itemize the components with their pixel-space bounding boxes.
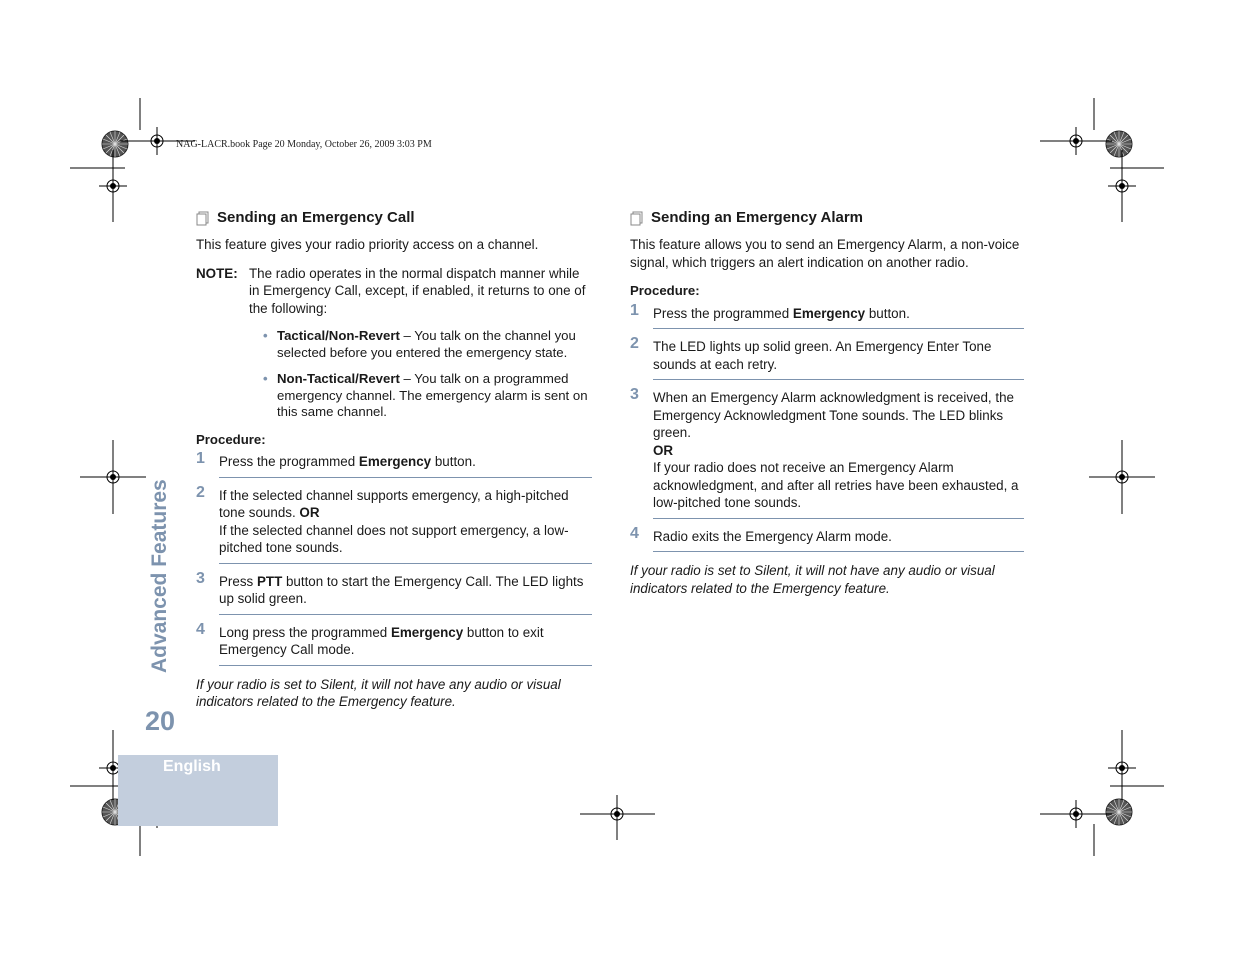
step-number: 2 xyxy=(630,335,639,352)
list-item: • Non-Tactical/Revert – You talk on a programmed emergency channel. The emergency alarm is sent on this same channel. xyxy=(263,371,588,419)
left-column xyxy=(196,208,592,711)
silent-mode-note: If your radio is set to Silent, it will not have any audio or visual indicators related to the Emergency feature. xyxy=(630,563,995,596)
document-icon xyxy=(196,211,209,226)
procedure-step: 1 Press the programmed Emergency button. xyxy=(630,305,1024,330)
procedure-steps xyxy=(196,450,592,666)
procedure-step: 1 Press the programmed Emergency button. xyxy=(196,453,592,478)
procedure-steps xyxy=(630,301,1024,553)
step-number: 1 xyxy=(630,301,639,319)
procedure-step: 3 Press PTT button to start the Emergency Call. The LED lights up solid green. xyxy=(196,573,592,615)
bullet-icon: • xyxy=(263,328,268,343)
step-number: 3 xyxy=(630,386,639,403)
note xyxy=(196,265,592,318)
intro-text: This feature gives your radio priority access on a channel. xyxy=(196,237,539,252)
procedure-step: 4 Long press the programmed Emergency button to exit Emergency Call mode. xyxy=(196,624,592,666)
right-column xyxy=(630,208,1024,597)
file-info-header: NAG-LACR.book Page 20 Monday, October 26, 2009 3:03 PM xyxy=(176,139,432,150)
list-item: • Tactical/Non-Revert – You talk on the channel you selected before you entered the emergency state. xyxy=(263,328,576,360)
procedure-step: 4 Radio exits the Emergency Alarm mode. xyxy=(630,528,1024,553)
step-number: 4 xyxy=(196,620,205,638)
section-heading xyxy=(196,208,592,228)
note-label: NOTE: xyxy=(196,265,238,281)
silent-mode-note: If your radio is set to Silent, it will not have any audio or visual indicators related to the Emergency feature. xyxy=(196,676,561,709)
step-number: 4 xyxy=(630,524,639,542)
procedure-step: 2 The LED lights up solid green. An Emergency Enter Tone sounds at each retry. xyxy=(630,338,1024,380)
bullet-list xyxy=(263,328,592,421)
procedure-label: Procedure: xyxy=(630,283,700,298)
section-title: Sending an Emergency Alarm xyxy=(651,209,864,227)
procedure-step: 3 When an Emergency Alarm acknowledgment is received, the Emergency Acknowledgment Tone sounds. The LED blinks green. OR If your radio does not receive an Emergency Alarm acknowledgment, and after all retries have been exhausted, a low-pitched tone sounds. xyxy=(630,389,1024,519)
step-number: 1 xyxy=(196,450,205,467)
document-icon xyxy=(630,211,643,226)
step-number: 3 xyxy=(196,569,205,587)
section-side-label: Advanced Features xyxy=(148,479,171,673)
procedure-label: Procedure: xyxy=(196,431,266,447)
step-number: 2 xyxy=(196,483,205,501)
language-label: English xyxy=(163,758,221,775)
intro-text: This feature allows you to send an Emergency Alarm, a non-voice signal, which triggers an alert indication on another radio. xyxy=(630,237,1020,270)
section-heading xyxy=(630,208,1024,228)
procedure-step: 2 If the selected channel supports emergency, a high-pitched tone sounds. OR If the selected channel does not support emergency, a low-pitched tone sounds. xyxy=(196,487,592,564)
section-title: Sending an Emergency Call xyxy=(217,209,415,227)
bullet-icon: • xyxy=(263,371,268,386)
page-number: 20 xyxy=(145,706,176,736)
note-text: The radio operates in the normal dispatch manner while in Emergency Call, except, if enabled, it returns to one of the following: xyxy=(249,265,586,316)
